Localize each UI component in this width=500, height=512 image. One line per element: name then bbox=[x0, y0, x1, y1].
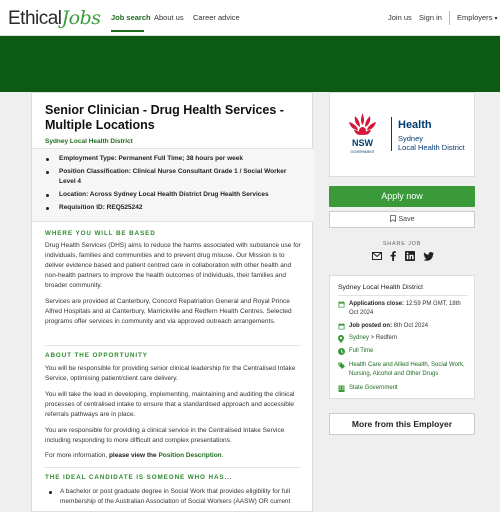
ideal-candidate-list bbox=[45, 487, 303, 507]
job-summary bbox=[32, 148, 314, 222]
description-paragraph: You will be responsible for providing senior clinical leadership for the Centralised Intake Service, optimising patient/client care delivery. bbox=[45, 365, 296, 382]
logo-divider bbox=[391, 117, 392, 151]
save-label: Save bbox=[398, 216, 415, 223]
employer-logo[interactable] bbox=[329, 92, 475, 177]
top-navigation bbox=[0, 0, 500, 36]
section-divider bbox=[45, 345, 301, 346]
categories-links[interactable]: Health Care and Allied Health, Social Work, Nursing, Alcohol and Other Drugs bbox=[349, 362, 465, 377]
location-pin-icon bbox=[338, 335, 344, 343]
summary-item: Employment Type: Permanent Full Time; 38 hours per week bbox=[59, 154, 300, 164]
job-posted-text bbox=[349, 322, 469, 331]
location-suburb: Redfern bbox=[375, 335, 398, 341]
sign-in-link[interactable]: Sign in bbox=[419, 13, 442, 22]
nav-job-search[interactable]: Job search bbox=[111, 13, 151, 22]
employers-label: Employers bbox=[457, 13, 493, 22]
summary-item: Requisition ID: REQ525242 bbox=[59, 203, 300, 213]
description-paragraph: You are responsible for providing a clinical service in the Centralised Intake Service including responding to more difficult and complex presentations. bbox=[45, 427, 285, 444]
linkedin-icon[interactable] bbox=[405, 251, 415, 261]
list-item: A bachelor or post graduate degree in Social Work that provides eligibility for full membership of the Australian Association of Social Workers (AASW) OR current bbox=[45, 487, 303, 507]
health-logo-text: Health bbox=[398, 119, 432, 131]
logo-main-text: Ethical bbox=[8, 8, 62, 29]
chevron-down-icon: ▾ bbox=[494, 16, 498, 22]
hero-banner bbox=[0, 36, 500, 92]
clock-icon bbox=[338, 348, 345, 355]
location-text bbox=[349, 334, 469, 343]
position-description-link[interactable]: Position Description bbox=[158, 452, 222, 459]
summary-item: Position Classification: Clinical Nurse Consultant Grade 1 / Social Worker Level 4 bbox=[59, 167, 300, 187]
nav-active-indicator bbox=[111, 30, 144, 32]
more-info-prefix: For more information, bbox=[45, 452, 109, 459]
description-paragraph: Drug Health Services (DHS) aims to reduce the harms associated with substance use for individuals, families and communities and to prevent drug misuse. Our Mission is to deliver evidence based and patient centred care in collaboration with other health and non-health partners to improve the health outcomes of individuals, their families and broader community. bbox=[45, 242, 301, 289]
nav-divider bbox=[449, 11, 450, 25]
job-posted-label: Job posted on: bbox=[349, 323, 392, 329]
job-posted-value: 8th Oct 2024 bbox=[393, 323, 429, 329]
join-us-link[interactable]: Join us bbox=[388, 13, 412, 22]
calendar-icon bbox=[338, 301, 345, 308]
section-heading-ideal-candidate: THE IDEAL CANDIDATE IS SOMEONE WHO HAS... bbox=[45, 474, 233, 481]
location-separator: > bbox=[369, 335, 376, 341]
tag-icon bbox=[338, 362, 345, 369]
apply-now-button[interactable]: Apply now bbox=[329, 186, 475, 207]
location-region-link[interactable]: Sydney bbox=[349, 335, 370, 341]
share-icons bbox=[372, 251, 434, 261]
more-info-suffix: . bbox=[221, 452, 224, 459]
nsw-waratah-icon bbox=[346, 111, 379, 161]
nav-about-us[interactable]: About us bbox=[154, 13, 184, 22]
work-type-link[interactable]: Full Time bbox=[349, 348, 374, 354]
email-icon[interactable] bbox=[372, 252, 382, 260]
job-details-card bbox=[31, 92, 313, 512]
description-paragraph: Services are provided at Canterbury, Concord Repatriation General and Royal Prince Alfred Hospitals and at Canterbury, Marrickville and Redfern Health Centres. Selected programs offer services in community and via approved outreach arrangements. bbox=[45, 298, 292, 325]
employers-menu[interactable] bbox=[457, 13, 497, 22]
summary-item: Location: Across Sydney Local Health District Drug Health Services bbox=[59, 190, 300, 200]
applications-close-value: 12:59 PM GMT, 18th Oct 2024 bbox=[349, 301, 461, 316]
meta-divider bbox=[338, 295, 468, 296]
twitter-icon[interactable] bbox=[423, 252, 434, 261]
description-paragraph: You will take the lead in developing, implementing, maintaining and auditing the clinical processes of centralised intake to ensure that a standardised approach and accessible referrals pathways are in place. bbox=[45, 391, 295, 418]
nsw-text: NSW bbox=[352, 138, 373, 148]
district-line-2: Local Health District bbox=[398, 143, 465, 152]
job-title: Senior Clinician - Drug Health Services - Multiple Locations bbox=[45, 103, 284, 132]
bookmark-icon bbox=[390, 215, 396, 222]
sector-link[interactable]: State Government bbox=[349, 385, 398, 391]
building-icon bbox=[338, 385, 345, 392]
government-text: GOVERNMENT bbox=[350, 150, 375, 154]
employer-link[interactable]: Sydney Local Health District bbox=[45, 138, 133, 145]
job-meta-card bbox=[329, 275, 475, 399]
share-job-label: SHARE JOB bbox=[382, 241, 422, 247]
facebook-icon[interactable] bbox=[390, 251, 396, 261]
more-from-employer-button[interactable]: More from this Employer bbox=[329, 413, 475, 435]
more-info-bold: please view the bbox=[108, 452, 159, 459]
section-heading-opportunity: ABOUT THE OPPORTUNITY bbox=[45, 352, 148, 359]
applications-close-label: Applications close: bbox=[349, 301, 405, 307]
calendar-icon bbox=[338, 323, 345, 330]
ethicaljobs-logo[interactable] bbox=[8, 7, 101, 30]
applications-close-text bbox=[349, 300, 469, 318]
more-info-paragraph bbox=[45, 451, 303, 461]
save-job-button[interactable] bbox=[329, 211, 475, 228]
district-line-1: Sydney bbox=[398, 134, 424, 143]
section-heading-based: WHERE YOU WILL BE BASED bbox=[45, 230, 156, 237]
meta-employer-name: Sydney Local Health District bbox=[338, 284, 423, 291]
section-divider bbox=[45, 467, 301, 468]
nav-career-advice[interactable]: Career advice bbox=[193, 13, 240, 22]
district-logo-text bbox=[398, 134, 465, 152]
logo-accent-text: Jobs bbox=[61, 7, 101, 29]
